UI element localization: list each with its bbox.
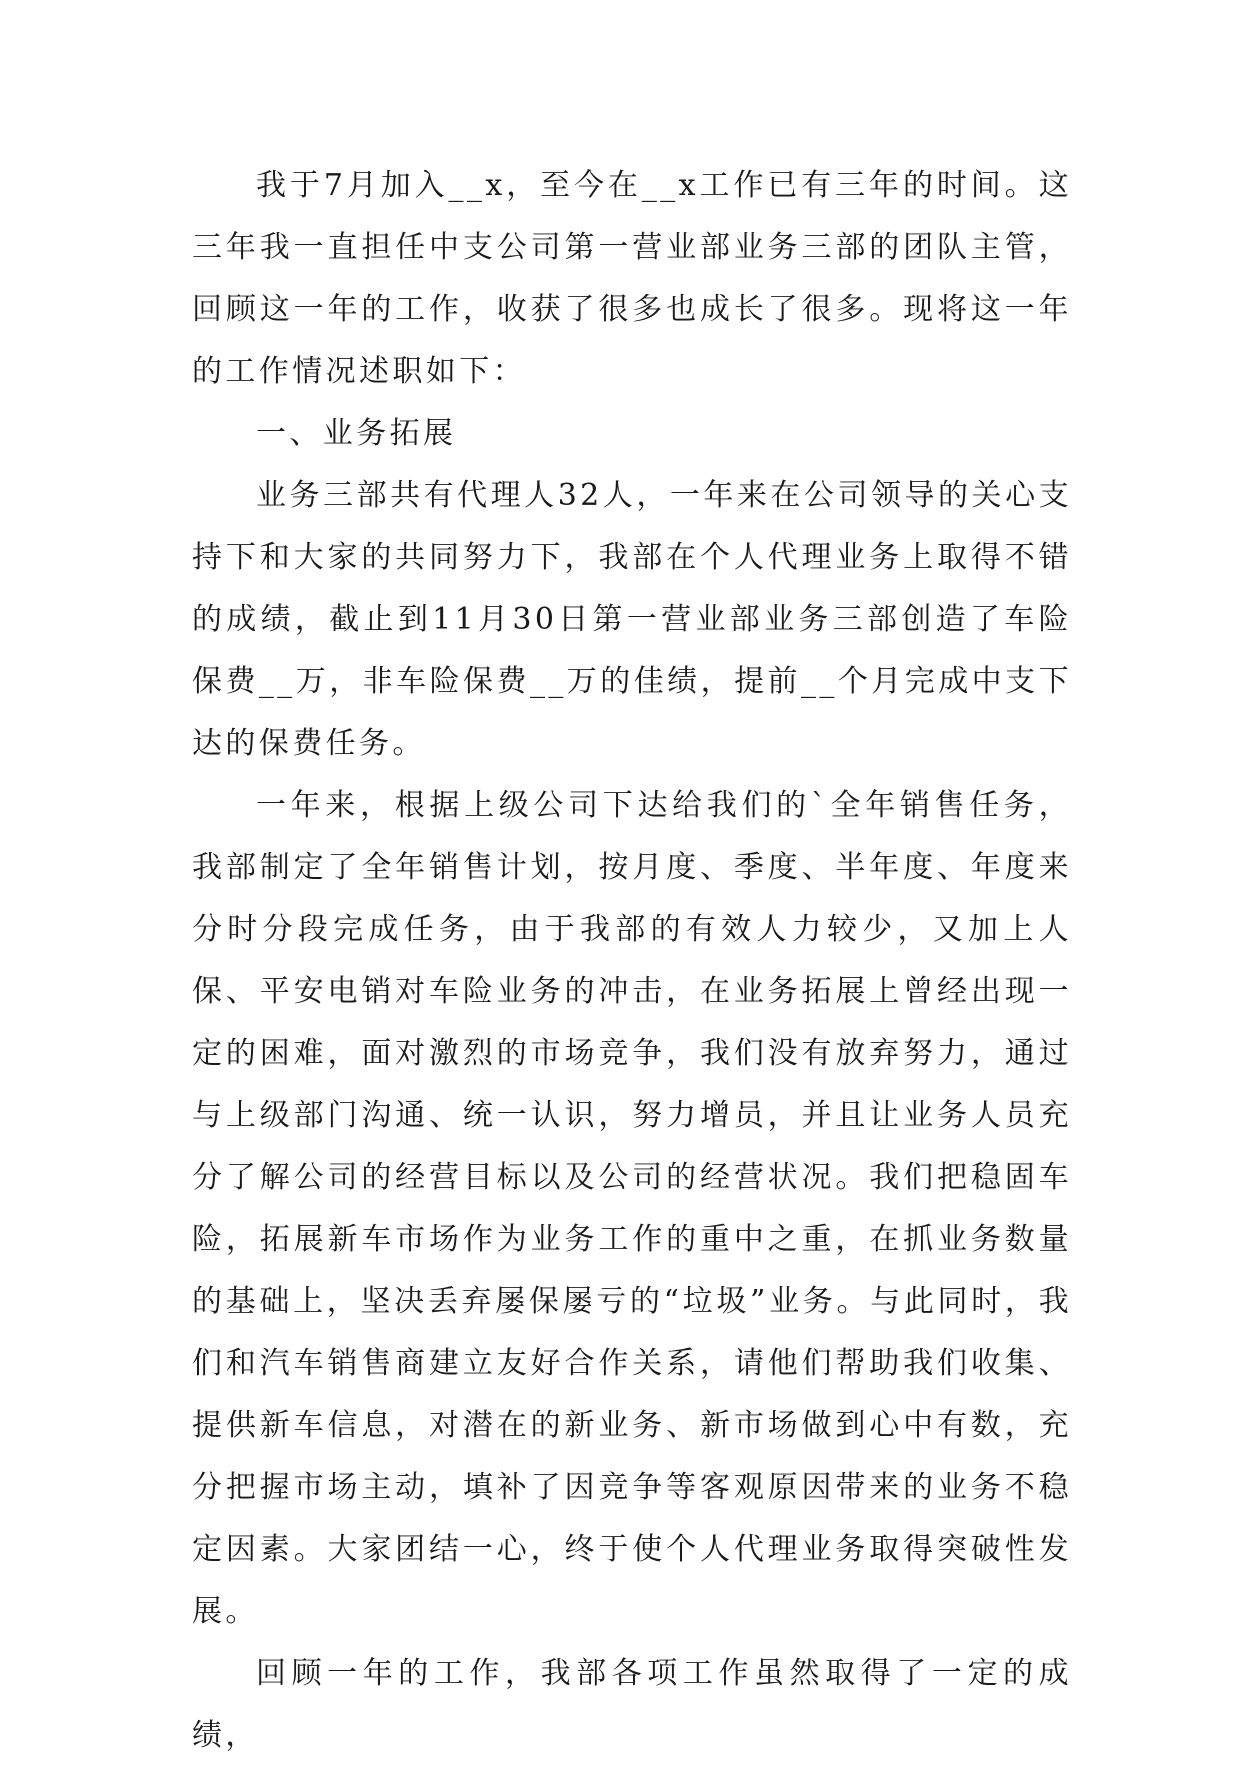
paragraph-intro: 我于7月加入__x，至今在__x工作已有三年的时间。这三年我一直担任中支公司第一营业部业务三部的团队主管，回顾这一年的工作，收获了很多也成长了很多。现将这一年的工作情况述职如下： — [192, 168, 1072, 389]
paragraph-results: 业务三部共有代理人32人，一年来在公司领导的关心支持下和大家的共同努力下，我部在个人代理业务上取得不错的成绩，截止到11月30日第一营业部业务三部创造了车险保费__万，非车险保费__万的佳绩，提前__个月完成中支下达的保费任务。 — [192, 478, 1072, 761]
section-heading-business-expansion: 一、业务拓展 — [256, 416, 457, 451]
paragraph-sales-plan: 一年来，根据上级公司下达给我们的`全年销售任务，我部制定了全年销售计划，按月度、季度、半年度、年度来分时分段完成任务，由于我部的有效人力较少，又加上人保、平安电销对车险业务的冲击，在业务拓展上曾经出现一定的困难，面对激烈的市场竞争，我们没有放弃努力，通过与上级部门沟通、统一认识，努力增员，并且让业务人员充分了解公司的经营目标以及公司的经营状况。我们把稳固车险，拓展新车市场作为业务工作的重中之重，在抓业务数量的基础上，坚决丢弃屡保屡亏的“垃圾”业务。与此同时，我们和汽车销售商建立友好合作关系，请他们帮助我们收集、提供新车信息，对潜在的新业务、新市场做到心中有数，充分把握市场主动，填补了因竞争等客观原因带来的业务不稳定因素。大家团结一心，终于使个人代理业务取得突破性发展。 — [192, 788, 1072, 1629]
paragraph-review: 回顾一年的工作，我部各项工作虽然取得了一定的成绩， — [192, 1656, 1072, 1753]
document-body — [192, 155, 1072, 1767]
